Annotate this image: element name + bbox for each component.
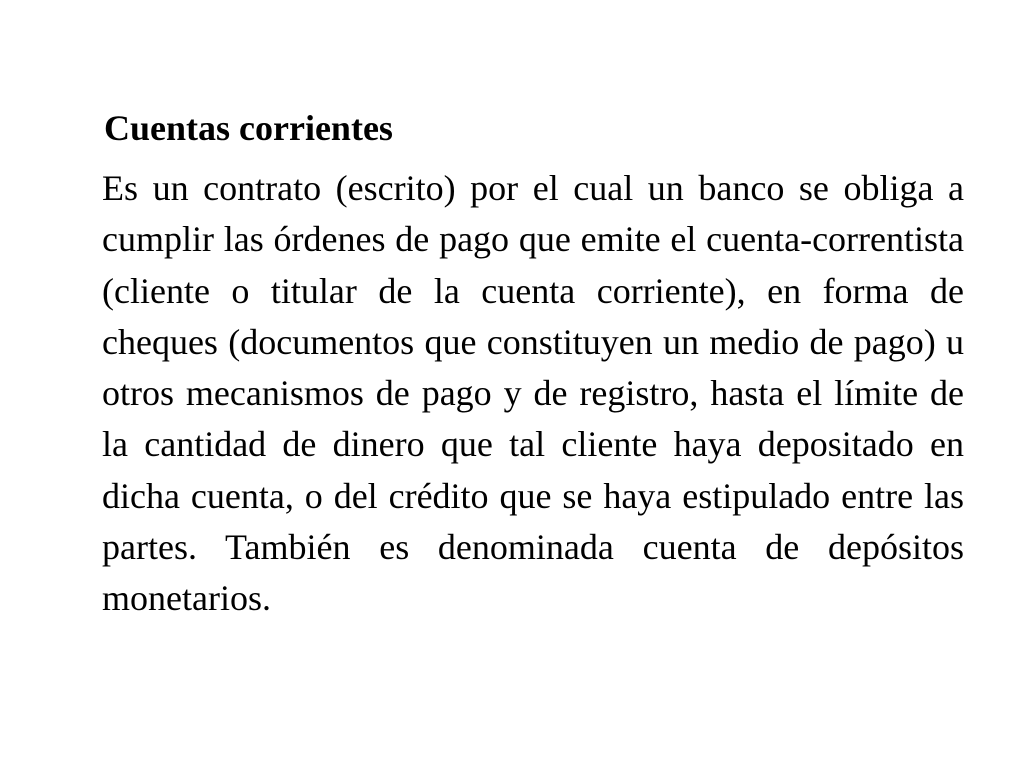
slide-body-text: Es un contrato (escrito) por el cual un banco se obliga a cumplir las órdenes de pago que emite el cuenta-correntista (cliente o titular de la cuenta corriente), en forma de cheques (documentos que constituyen un medio de pago) u otros mecanismos de pago y de registro, hasta el límite de la cantidad de dinero que tal cliente haya depositado en dicha cuenta, o del crédito que se haya estipulado entre las partes. También es denominada cuenta de depósitos monetarios. (102, 168, 964, 619)
slide-title: Cuentas corrientes (104, 108, 393, 148)
